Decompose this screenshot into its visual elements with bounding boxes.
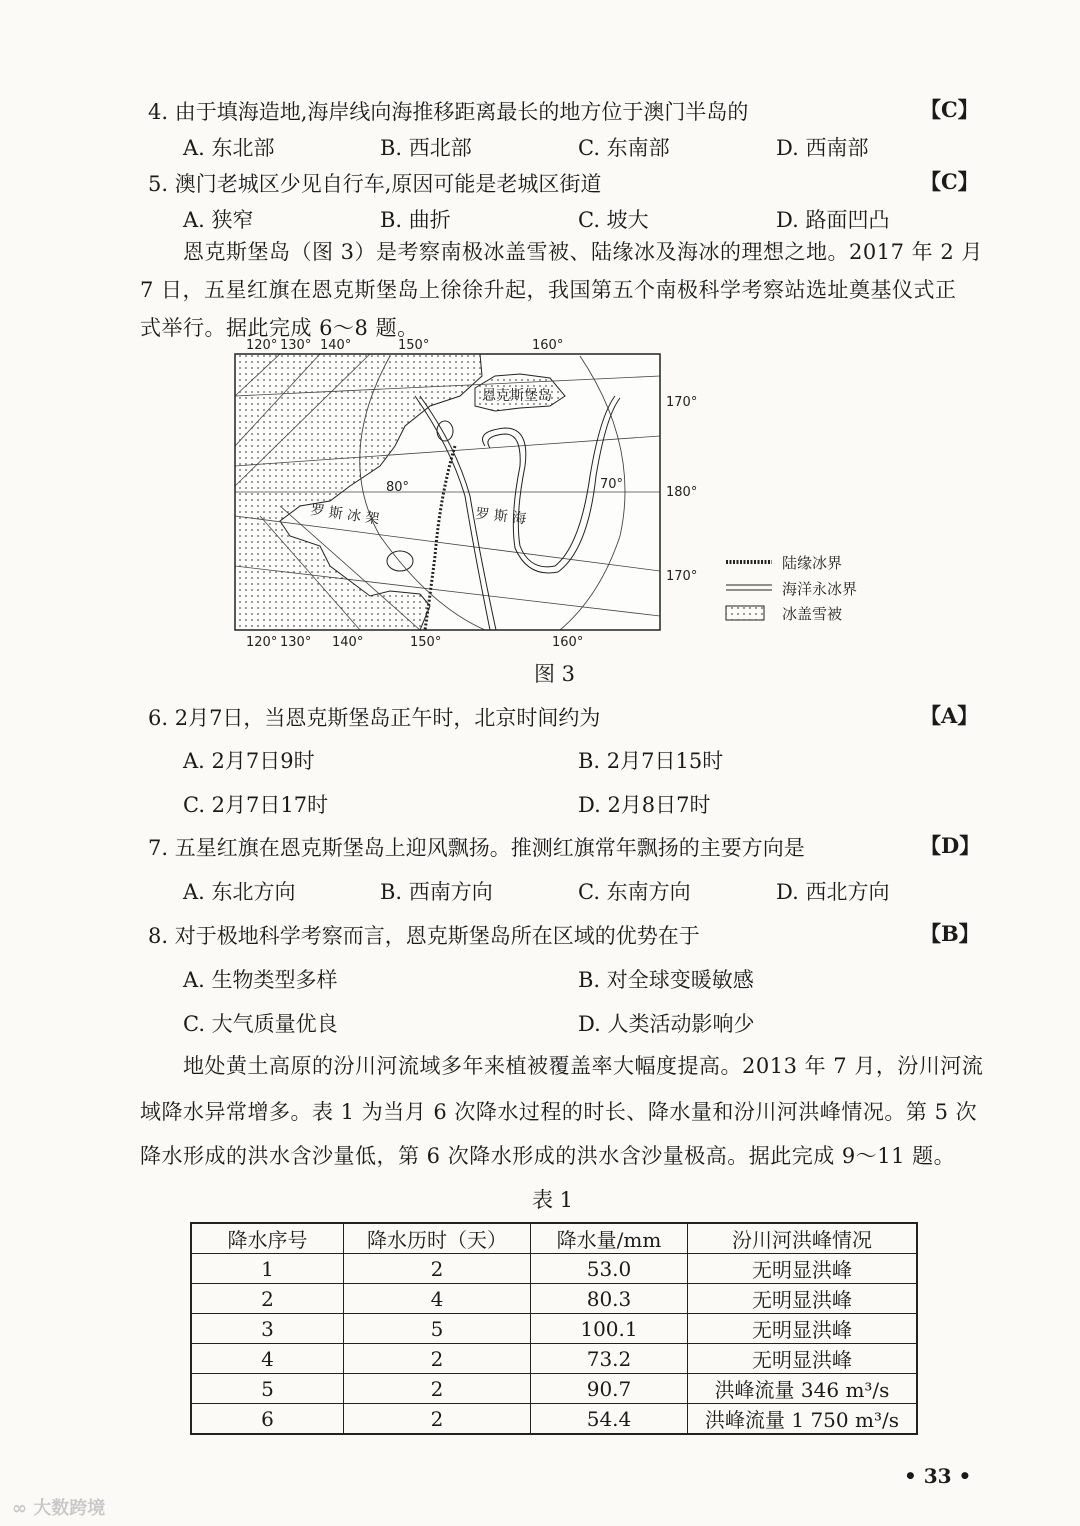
question-6-stem: 6. 2月7日，当恩克斯堡岛正午时，北京时间约为 bbox=[148, 706, 601, 730]
table-row bbox=[191, 1404, 917, 1435]
antarctic-map bbox=[220, 336, 900, 654]
question-6-option-b: B. 2月7日15时 bbox=[578, 749, 724, 773]
table-cell: 4 bbox=[191, 1344, 344, 1374]
table-cell: 6 bbox=[191, 1404, 344, 1435]
map-label-island: 恩克斯堡岛 bbox=[482, 388, 552, 404]
question-7-answer: 【D】 bbox=[920, 833, 981, 858]
table-cell: 2 bbox=[344, 1254, 531, 1284]
question-4-option-b: B. 西北部 bbox=[380, 136, 472, 160]
table-cell: 无明显洪峰 bbox=[688, 1284, 918, 1314]
small-island-2 bbox=[387, 551, 413, 571]
map-label-sea: 罗 斯 海 bbox=[474, 506, 527, 528]
table-cell: 无明显洪峰 bbox=[688, 1314, 918, 1344]
question-7-option-a: A. 东北方向 bbox=[183, 880, 296, 904]
table-cell: 5 bbox=[191, 1374, 344, 1404]
table-header-row bbox=[191, 1223, 917, 1254]
question-6-option-a: A. 2月7日9时 bbox=[183, 749, 315, 773]
map-lat-80: 80° bbox=[386, 480, 410, 495]
table-cell: 2 bbox=[344, 1404, 531, 1435]
map-body bbox=[235, 354, 660, 630]
table-cell: 54.4 bbox=[531, 1404, 688, 1435]
table-row bbox=[191, 1284, 917, 1314]
table-cell: 4 bbox=[344, 1284, 531, 1314]
table-row bbox=[191, 1254, 917, 1284]
question-5-answer: 【C】 bbox=[920, 169, 979, 194]
question-4-option-a: A. 东北部 bbox=[183, 136, 275, 160]
passage1-line3: 式举行。据此完成 6～8 题。 bbox=[140, 316, 419, 340]
table-cell: 洪峰流量 346 m³/s bbox=[688, 1374, 918, 1404]
map-top-lon-130: 130° bbox=[280, 338, 312, 353]
table-row bbox=[191, 1344, 917, 1374]
map-lat-70: 70° bbox=[600, 477, 624, 492]
map-bottom-lon-130: 130° bbox=[280, 635, 312, 650]
question-5-option-c: C. 坡大 bbox=[578, 208, 649, 232]
question-6-option-d: D. 2月8日7时 bbox=[578, 793, 711, 817]
question-8-option-b: B. 对全球变暖敏感 bbox=[578, 968, 754, 992]
passage1-line1: 恩克斯堡岛（图 3）是考察南极冰盖雪被、陆缘冰及海冰的理想之地。2017 年 2 月 bbox=[183, 240, 983, 264]
table-cell: 无明显洪峰 bbox=[688, 1254, 918, 1284]
table-cell: 100.1 bbox=[531, 1314, 688, 1344]
watermark-logo-icon: ∞ bbox=[12, 1498, 27, 1519]
question-8-option-a: A. 生物类型多样 bbox=[183, 968, 338, 992]
legend-sea-ice-label: 海洋永冰界 bbox=[782, 580, 858, 598]
table-cell: 5 bbox=[344, 1314, 531, 1344]
legend-ice-cover-label: 冰盖雪被 bbox=[782, 605, 843, 623]
map-right-lon-170-top: 170° bbox=[666, 395, 698, 410]
table-header-cell: 降水量/mm bbox=[531, 1223, 688, 1254]
question-4-stem: 4. 由于填海造地,海岸线向海推移距离最长的地方位于澳门半岛的 bbox=[148, 100, 749, 124]
map-top-lon-120: 120° bbox=[246, 338, 278, 353]
table-header-cell: 降水序号 bbox=[191, 1223, 344, 1254]
table-cell: 80.3 bbox=[531, 1284, 688, 1314]
table-cell: 3 bbox=[191, 1314, 344, 1344]
question-6-option-c: C. 2月7日17时 bbox=[183, 793, 329, 817]
table-cell: 90.7 bbox=[531, 1374, 688, 1404]
watermark bbox=[12, 1494, 105, 1520]
rainfall-table bbox=[190, 1222, 918, 1435]
table-header-cell: 汾川河洪峰情况 bbox=[688, 1223, 918, 1254]
passage2-line2: 域降水异常增多。表 1 为当月 6 次降水过程的时长、降水量和汾川河洪峰情况。第 5 次 bbox=[140, 1100, 978, 1124]
question-8-stem: 8. 对于极地科学考察而言，恩克斯堡岛所在区域的优势在于 bbox=[148, 924, 700, 948]
table-cell: 2 bbox=[344, 1344, 531, 1374]
map-top-lon-150: 150° bbox=[398, 338, 430, 353]
question-7-stem: 7. 五星红旗在恩克斯堡岛上迎风飘扬。推测红旗常年飘扬的主要方向是 bbox=[148, 836, 805, 860]
question-5-option-b: B. 曲折 bbox=[380, 208, 451, 232]
question-5-stem: 5. 澳门老城区少见自行车,原因可能是老城区街道 bbox=[148, 172, 602, 196]
passage2-line1: 地处黄土高原的汾川河流域多年来植被覆盖率大幅度提高。2013 年 7 月，汾川河流 bbox=[183, 1054, 984, 1078]
table-cell: 73.2 bbox=[531, 1344, 688, 1374]
table-cell: 洪峰流量 1 750 m³/s bbox=[688, 1404, 918, 1435]
map-bottom-lon-140: 140° bbox=[332, 635, 364, 650]
page-number: • 33 • bbox=[904, 1464, 972, 1488]
question-4-option-d: D. 西南部 bbox=[776, 136, 869, 160]
question-4-option-c: C. 东南部 bbox=[578, 136, 670, 160]
map-top-lon-160: 160° bbox=[532, 338, 564, 353]
map-bottom-lon-160: 160° bbox=[552, 635, 584, 650]
map-bottom-lon-150: 150° bbox=[410, 635, 442, 650]
passage1-line2: 7 日，五星红旗在恩克斯堡岛上徐徐升起，我国第五个南极科学考察站选址奠基仪式正 bbox=[140, 278, 957, 302]
table-cell: 53.0 bbox=[531, 1254, 688, 1284]
question-8-option-c: C. 大气质量优良 bbox=[183, 1012, 338, 1036]
table-row bbox=[191, 1314, 917, 1344]
map-right-lon-180: 180° bbox=[666, 485, 698, 500]
question-7-option-c: C. 东南方向 bbox=[578, 880, 691, 904]
table-header-cell: 降水历时（天） bbox=[344, 1223, 531, 1254]
question-5-option-d: D. 路面凹凸 bbox=[776, 208, 890, 232]
question-8-answer: 【B】 bbox=[920, 921, 980, 946]
map-label-ice-shelf: 罗 斯 冰 架 bbox=[309, 502, 381, 528]
watermark-text: 大数跨境 bbox=[33, 1498, 106, 1519]
legend-continental-ice-label: 陆缘冰界 bbox=[782, 554, 843, 572]
table-cell: 2 bbox=[344, 1374, 531, 1404]
map-caption: 图 3 bbox=[534, 662, 576, 686]
question-8-option-d: D. 人类活动影响少 bbox=[578, 1012, 755, 1036]
map-right-lon-170-bottom: 170° bbox=[666, 569, 698, 584]
map-top-lon-140: 140° bbox=[320, 338, 352, 353]
table-row bbox=[191, 1374, 917, 1404]
map-bottom-lon-120: 120° bbox=[246, 635, 278, 650]
legend-ice-cover-symbol bbox=[726, 606, 764, 620]
map-legend bbox=[726, 554, 857, 623]
question-7-option-b: B. 西南方向 bbox=[380, 880, 493, 904]
question-6-answer: 【A】 bbox=[920, 703, 979, 728]
table-cell: 1 bbox=[191, 1254, 344, 1284]
table-cell: 2 bbox=[191, 1284, 344, 1314]
question-4-answer: 【C】 bbox=[920, 97, 979, 122]
table-title: 表 1 bbox=[532, 1188, 574, 1212]
question-5-option-a: A. 狭窄 bbox=[183, 208, 254, 232]
passage2-line3: 降水形成的洪水含沙量低，第 6 次降水形成的洪水含沙量极高。据此完成 9～11 题。 bbox=[140, 1144, 956, 1168]
table-cell: 无明显洪峰 bbox=[688, 1344, 918, 1374]
question-7-option-d: D. 西北方向 bbox=[776, 880, 890, 904]
